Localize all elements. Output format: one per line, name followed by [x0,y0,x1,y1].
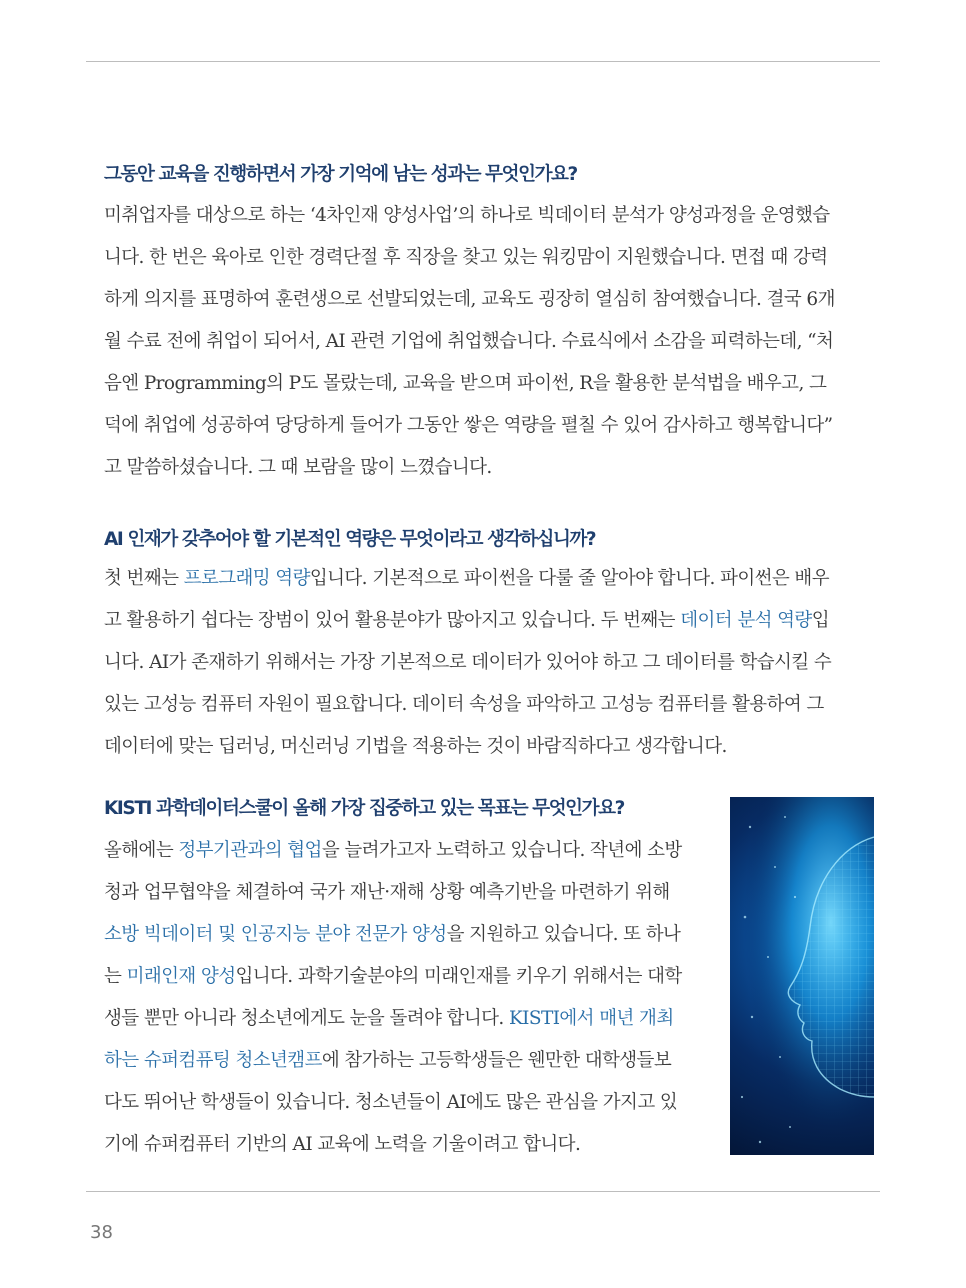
question-1-heading: 그동안 교육을 진행하면서 가장 기억에 남는 성과는 무엇인가요? [104,164,577,185]
answer-2-line: 있는 고성능 컴퓨터 자원이 필요합니다. 데이터 속성을 파악하고 고성능 컴퓨터를 활용하여 그 [104,694,824,715]
answer-3-line: 청과 업무협약을 체결하여 국가 재난·재해 상황 예측기반을 마련하기 위해 [104,882,670,903]
question-2-heading: AI 인재가 갖추어야 할 기본적인 역량은 무엇이라고 생각하십니까? [104,529,596,550]
answer-1-line: 월 수료 전에 취업이 되어서, AI 관련 기업에 취업했습니다. 수료식에서 소감을 피력하는데, “처 [104,331,834,352]
answer-2-paragraph [104,558,864,768]
answer-1-line: 니다. 한 번은 육아로 인한 경력단절 후 직장을 찾고 있는 워킹맘이 지원했습니다. 면접 때 강력 [104,247,828,268]
answer-1-line: 음엔 Programming의 P도 몰랐는데, 교육을 받으며 파이썬, R을 활용한 분석법을 배우고, 그 [104,373,827,394]
answer-3-line: 생들 뿐만 아니라 청소년에게도 눈을 돌려야 합니다. KISTI에서 매년 개최 [104,1008,674,1029]
answer-1-paragraph [104,195,864,489]
answer-2-line: 니다. AI가 존재하기 위해서는 가장 기본적으로 데이터가 있어야 하고 그 데이터를 학습시킬 수 [104,652,832,673]
highlight-future-talent: 미래인재 양성 [126,966,236,987]
answer-2-line: 데이터에 맞는 딥러닝, 머신러닝 기법을 적용하는 것이 바람직하다고 생각합니다. [104,736,727,757]
answer-3-line: 기에 슈퍼컴퓨터 기반의 AI 교육에 노력을 기울이려고 합니다. [104,1134,581,1155]
answer-1-line: 미취업자를 대상으로 하는 ‘4차인재 양성사업’의 하나로 빅데이터 분석가 양성과정을 운영했습 [104,205,830,226]
question-3-heading: KISTI 과학데이터스쿨이 올해 가장 집중하고 있는 목표는 무엇인가요? [104,798,624,819]
highlight-supercomputing-camp: 하는 슈퍼컴퓨팅 청소년캠프 [104,1050,322,1071]
answer-3-line: 다도 뛰어난 학생들이 있습니다. 청소년들이 AI에도 많은 관심을 가지고 있 [104,1092,678,1113]
answer-2-line: 첫 번째는 프로그래밍 역량입니다. 기본적으로 파이썬을 다룰 줄 알아야 합니다. 파이썬은 배우 [104,568,829,589]
ai-face-image [730,797,874,1155]
answer-1-line: 고 말씀하셨습니다. 그 때 보람을 많이 느꼈습니다. [104,457,492,478]
bottom-rule [86,1191,880,1192]
answer-3-line: 는 미래인재 양성입니다. 과학기술분야의 미래인재를 키우기 위해서는 대학 [104,966,682,987]
highlight-kisti-annual: KISTI에서 매년 개최 [508,1008,674,1029]
answer-3-line: 하는 슈퍼컴퓨팅 청소년캠프에 참가하는 고등학생들은 웬만한 대학생들보 [104,1050,672,1071]
answer-3-line: 올해에는 정부기관과의 협업을 늘려가고자 노력하고 있습니다. 작년에 소방 [104,840,682,861]
highlight-programming: 프로그래밍 역량 [183,568,310,589]
answer-3-paragraph [104,830,712,1166]
answer-1-line: 하게 의지를 표명하여 훈련생으로 선발되었는데, 교육도 굉장히 열심히 참여했습니다. 결국 6개 [104,289,835,310]
answer-1-line: 덕에 취업에 성공하여 당당하게 들어가 그동안 쌓은 역량을 펼칠 수 있어 감사하고 행복합니다” [104,415,833,436]
highlight-data-analysis: 데이터 분석 역량 [680,610,812,631]
highlight-fire-ai-experts: 소방 빅데이터 및 인공지능 분야 전문가 양성 [104,924,447,945]
top-rule [86,61,880,62]
highlight-gov-collab: 정부기관과의 협업 [178,840,322,861]
page-number: 38 [90,1222,113,1243]
answer-3-line: 소방 빅데이터 및 인공지능 분야 전문가 양성을 지원하고 있습니다. 또 하나 [104,924,681,945]
answer-2-line: 고 활용하기 쉽다는 장범이 있어 활용분야가 많아지고 있습니다. 두 번째는 데이터 분석 역량입 [104,610,829,631]
